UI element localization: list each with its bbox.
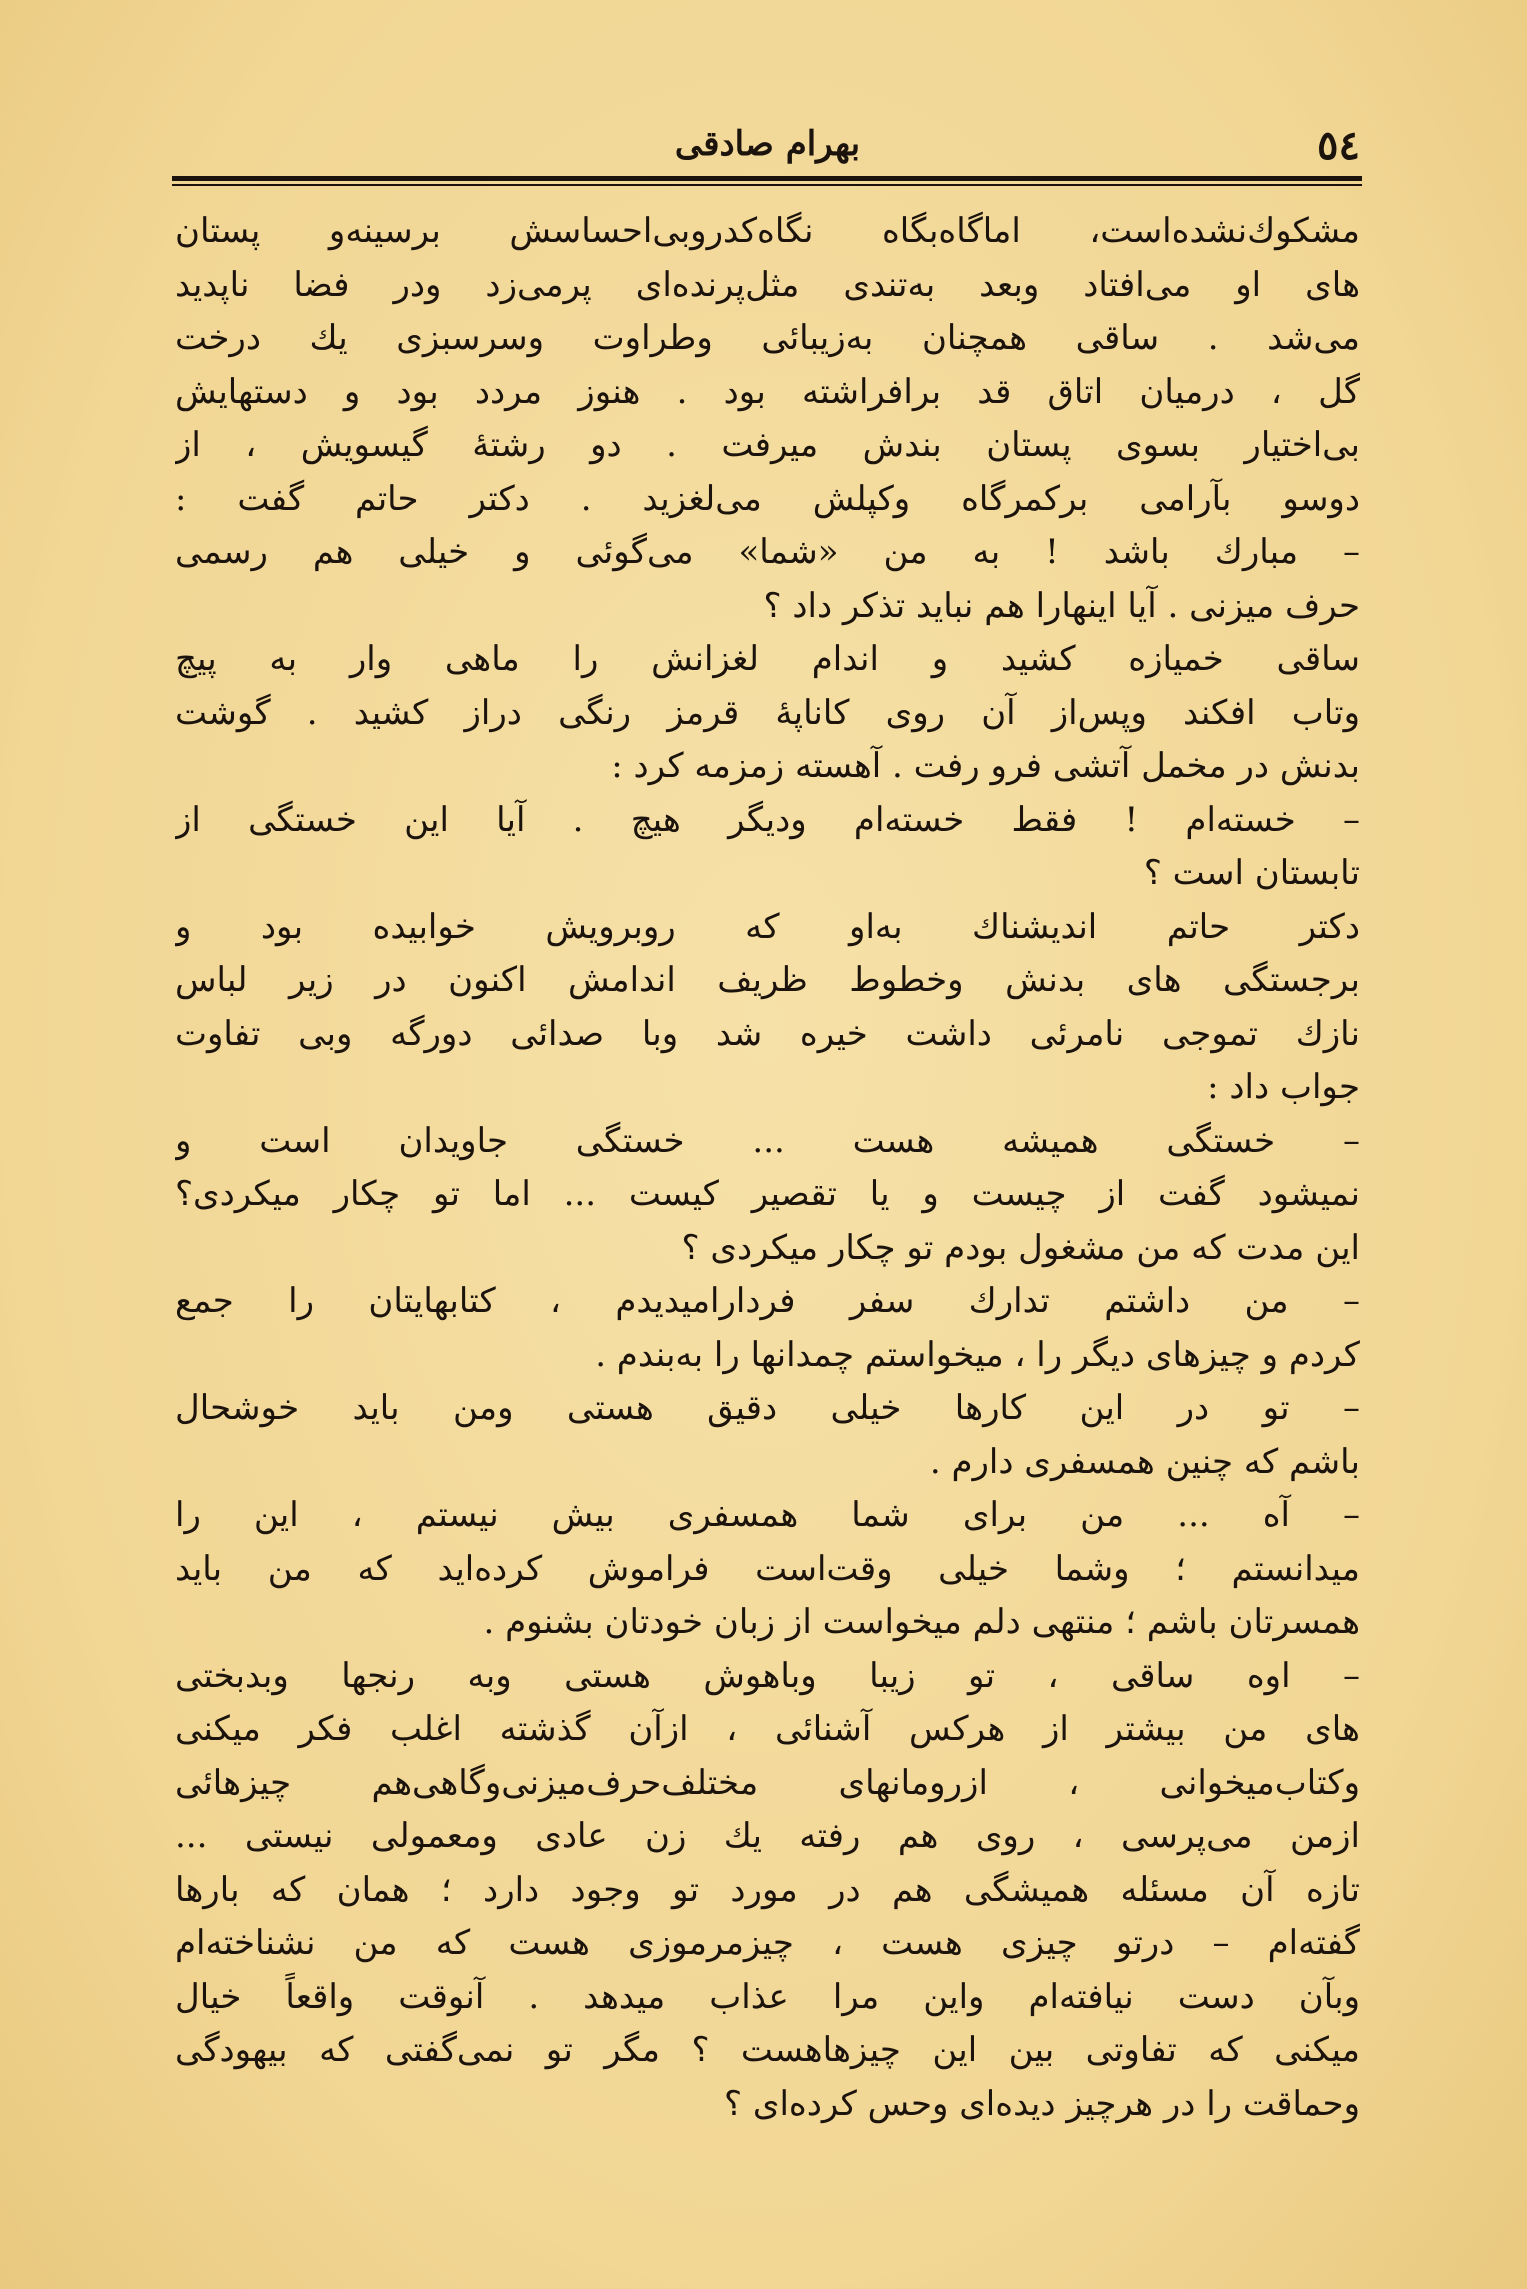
text-line: وکتاب‌میخوانی ، ازرومانهای مختلف‌حرف‌میزنی‌وگاهی‌هم چیزهائی	[175, 1762, 1360, 1803]
text-line: برجستگی های بدنش وخطوط ظریف اندامش اکنون در زیر لباس	[175, 960, 1360, 1000]
text-line: میکنی که تفاوتی بین این چیزهاهست ؟ مگر تو نمی‌گفتی که بیهودگی	[175, 2030, 1360, 2070]
text-line: – خسته‌ام ! فقط خسته‌ام ودیگر هیچ . آیا این خستگی از	[175, 799, 1360, 840]
page-number: ٥٤	[1317, 122, 1360, 169]
text-line: دوسو بآرامی برکمرگاه وکپلش می‌لغزید . دکتر حاتم گفت :	[175, 478, 1360, 519]
text-line: باشم که چنین همسفری دارم .	[929, 1441, 1360, 1482]
text-line: میدانستم ؛ وشما خیلی وقت‌است فراموش کرده‌اید که من باید	[175, 1548, 1360, 1589]
header-rule-thin	[172, 184, 1362, 186]
text-line: جواب داد :	[1207, 1067, 1360, 1107]
text-line: دکتر حاتم اندیشناك به‌او که روبرویش خوابیده بود و	[175, 906, 1360, 947]
text-line: وتاب افکند وپس‌از آن روی کاناپهٔ قرمز رنگی دراز کشید . گوشت	[175, 692, 1360, 733]
text-line: بی‌اختیار بسوی پستان بندش میرفت . دو رشتهٔ گیسویش ، از	[175, 425, 1360, 465]
text-line: کردم و چیزهای دیگر را ، میخواستم چمدانها را به‌بندم .	[595, 1334, 1360, 1375]
text-line: می‌شد . ساقی همچنان به‌زیبائی وطراوت وسرسبزی یك درخت	[175, 318, 1360, 358]
text-line: های من بیشتر از هرکس آشنائی ، ازآن گذشته اغلب فکر میکنی	[175, 1709, 1360, 1749]
text-line: گل ، درمیان اتاق قد برافراشته بود . هنوز مردد بود و دستهایش	[175, 371, 1360, 412]
text-line: نازك تموجی نامرئی داشت خیره شد وبا صدائی دورگه وبی تفاوت	[175, 1013, 1360, 1054]
text-line: مشکوك‌نشده‌است، اماگاه‌بگاه نگاه‌کدرو‌بی‌احساسش برسینه‌و پستان	[175, 211, 1360, 251]
text-line: بدنش در مخمل آتشی فرو رفت . آهسته زمزمه کرد :	[611, 746, 1360, 786]
text-line: – اوه ساقی ، تو زیبا وباهوش هستی وبه رنجها وبدبختی	[175, 1655, 1360, 1696]
body-text	[175, 205, 1360, 2131]
text-line: این مدت که من مشغول بودم تو چکار میکردی ؟	[681, 1227, 1360, 1268]
text-line: همسرتان باشم ؛ منتهی دلم میخواست از زبان خودتان بشنوم .	[483, 1602, 1360, 1642]
text-line: گفته‌ام – درتو چیزی هست ، چیزمرموزی هست که من نشناخته‌ام	[175, 1923, 1360, 1963]
text-line: نمیشود گفت از چیست و یا تقصیر کیست ... اما تو چکار میکردی؟	[175, 1174, 1360, 1214]
text-line: – مبارك باشد ! به من «شما» می‌گوئی و خیلی هم رسمی	[175, 532, 1360, 572]
text-line: های او می‌افتاد وبعد به‌تندی مثل‌پرنده‌ای پرمی‌زد ودر فضا ناپدید	[175, 264, 1360, 305]
header-rule-thick	[172, 176, 1362, 181]
text-line: – من داشتم تدارك سفر فردارامیدیدم ، کتابهایتان را جمع	[175, 1281, 1360, 1321]
text-line: حرف میزنی . آیا اینهارا هم نباید تذکر داد ؟	[763, 585, 1360, 626]
text-line: – آه ... من برای شما همسفری بیش نیستم ، این را	[175, 1495, 1360, 1535]
page-header	[175, 118, 1360, 176]
text-line: تابستان است ؟	[1143, 853, 1360, 893]
text-line: – خستگی همیشه هست ... خستگی جاویدان است و	[175, 1120, 1360, 1161]
text-line: وحماقت را در هرچیز دیده‌ای وحس کرده‌ای ؟	[723, 2083, 1360, 2124]
text-line: ازمن می‌پرسی ، روی هم رفته یك زن عادی ومعمولی نیستی ...	[175, 1816, 1360, 1856]
running-head: بهرام صادقی	[674, 124, 861, 164]
text-line: وبآن دست نیافته‌ام واین مرا عذاب میدهد . آنوقت واقعاً خیال	[175, 1976, 1360, 2017]
text-line: ساقی خمیازه کشید و اندام لغزانش را ماهی وار به پیچ	[175, 639, 1360, 679]
text-line: – تو در این کارها خیلی دقیق هستی ومن باید خوشحال	[175, 1388, 1360, 1428]
text-line: تازه آن مسئله همیشگی هم در مورد تو وجود دارد ؛ همان که بارها	[175, 1869, 1360, 1910]
